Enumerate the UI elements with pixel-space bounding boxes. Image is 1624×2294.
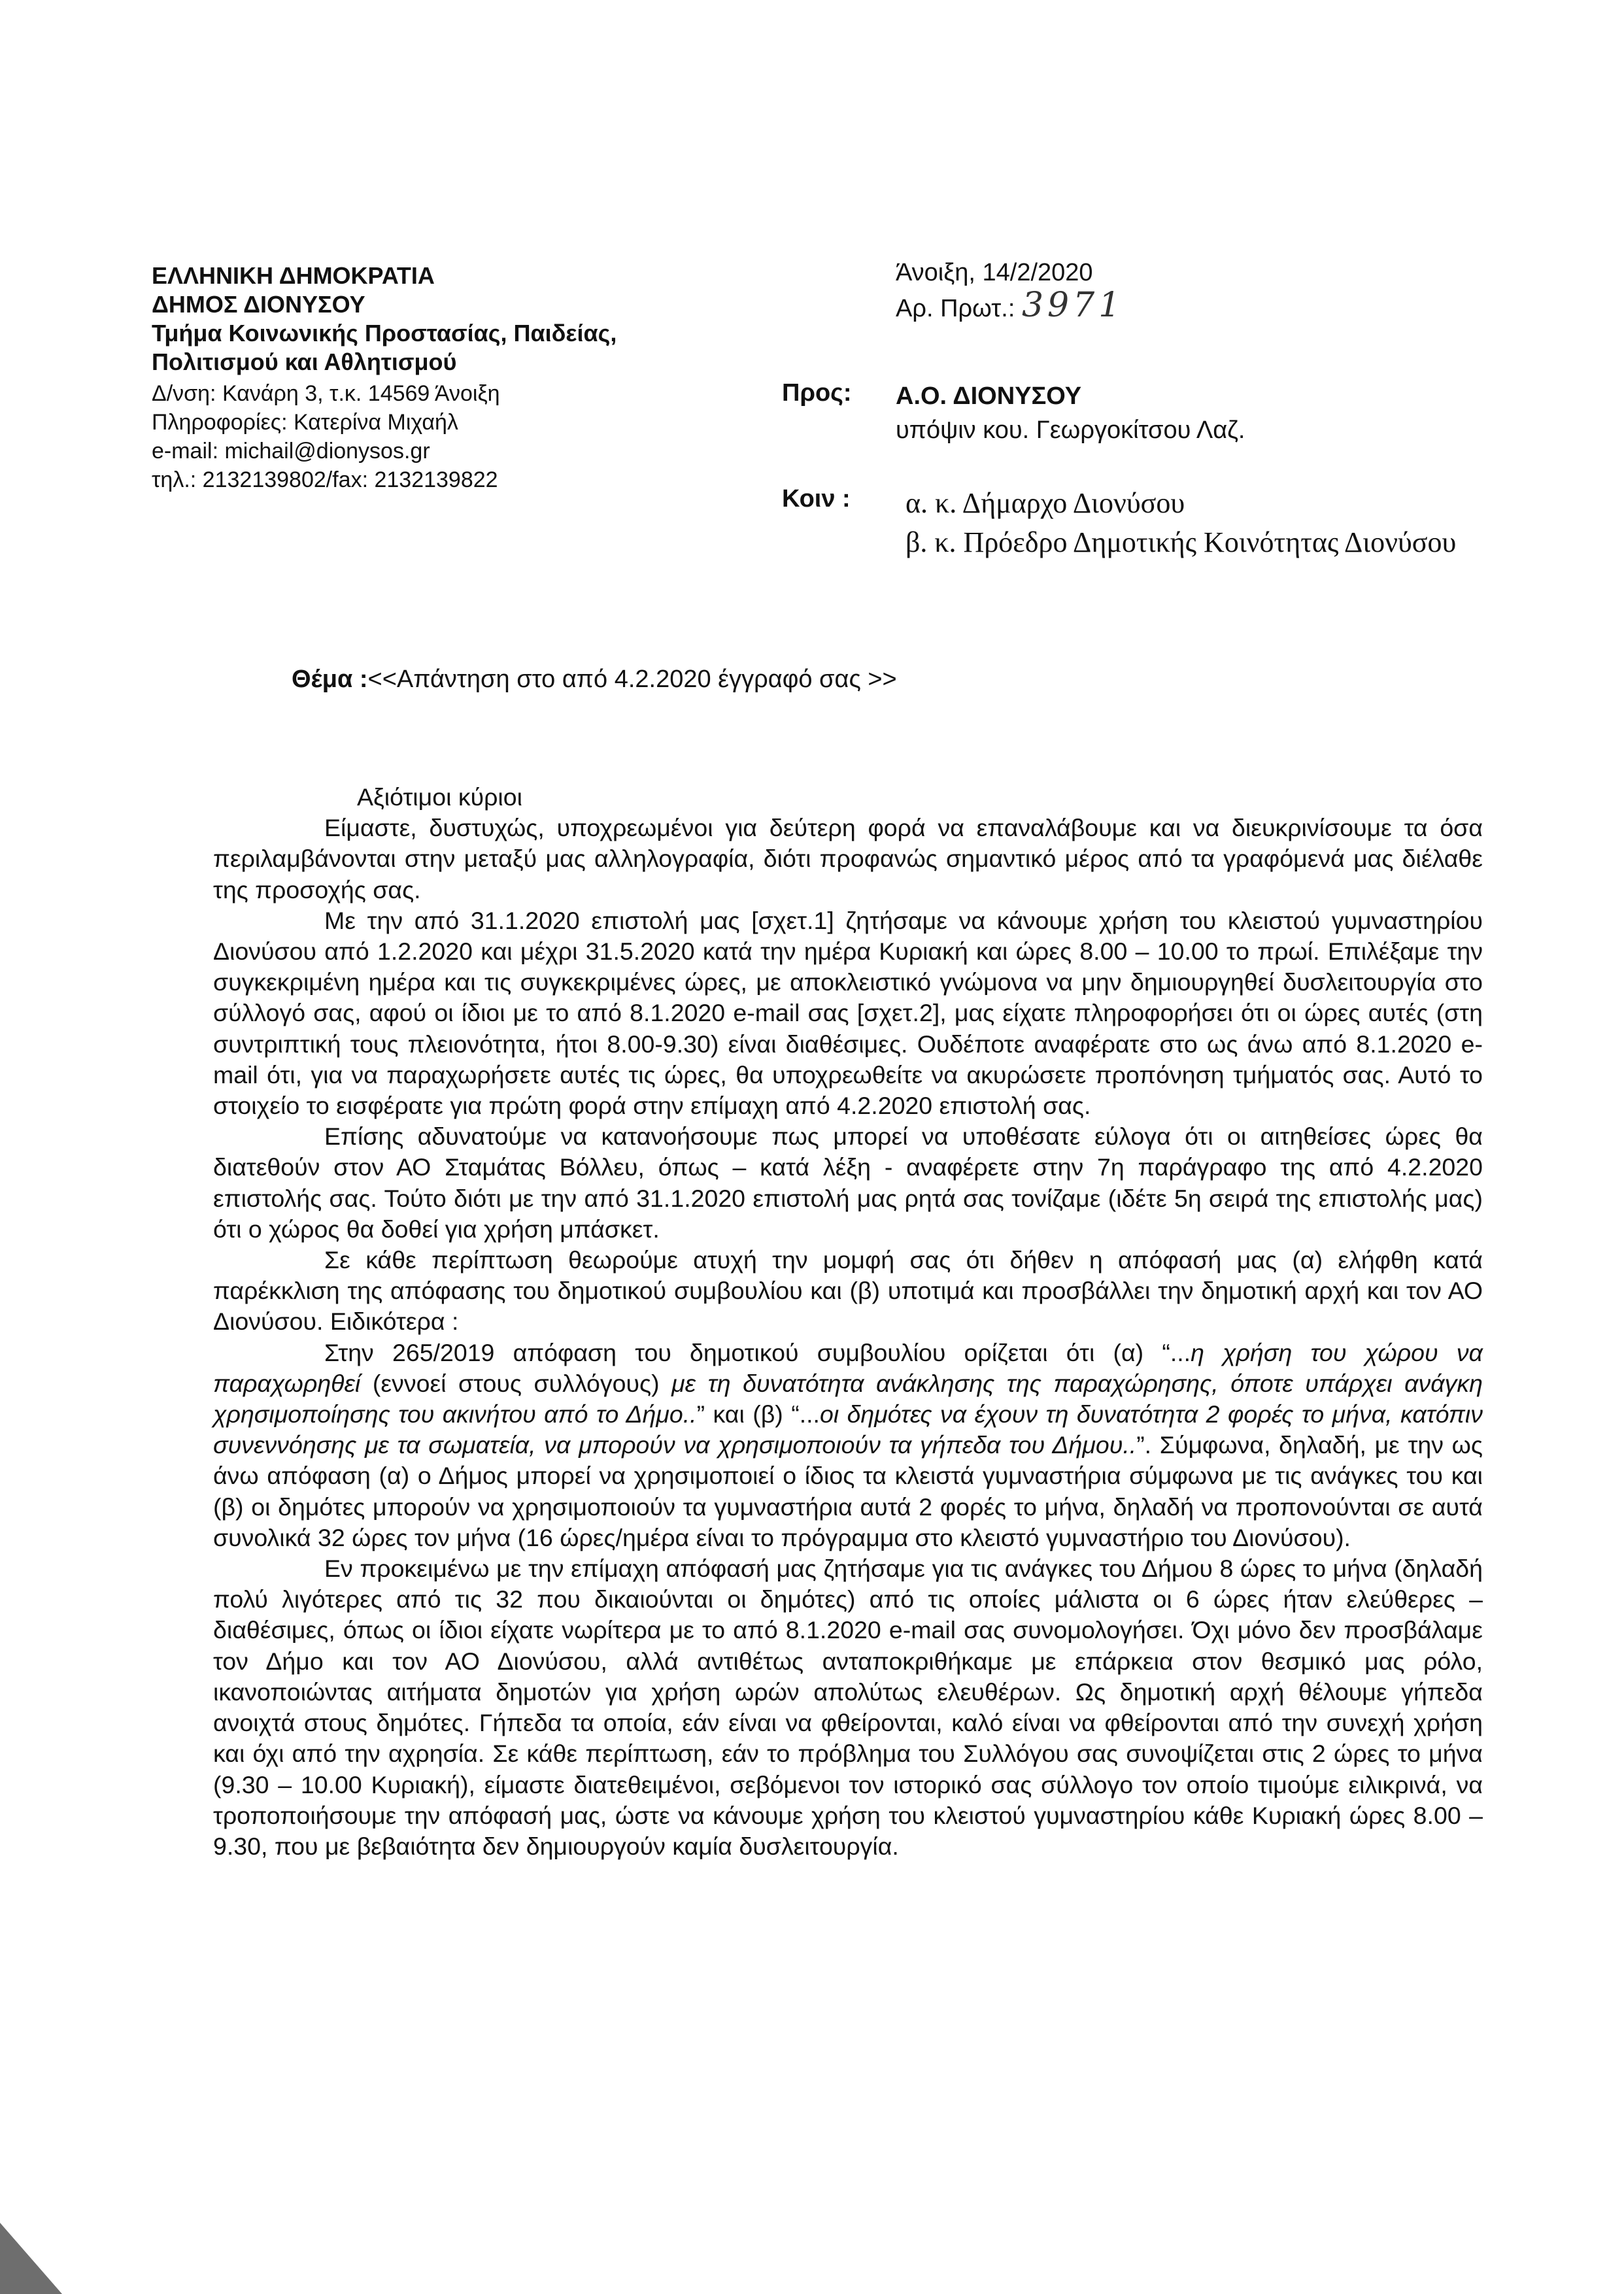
cc-block: [905, 484, 1599, 562]
paragraph-5: [213, 1338, 1483, 1553]
paragraph-6: Εν προκειμένω με την επίμαχη απόφασή μας ζητήσαμε για τις ανάγκες του Δήμου 8 ώρες το μήνα (δηλαδή πολύ λιγότερες από τις 32 που δικαιούνται οι δημότες) από τις οποίες μάλιστα οι 6 ώρες ήταν ελεύθερες – διαθέσιμες, όπως οι ίδιοι είχατε νωρίτερα με το από 8.1.2020 e-mail σας συνομολογήσει. Όχι μόνο δεν προσβάλαμε τον Δήμο και τον ΑΟ Διονύσου, αλλά αντιθέτως ανταποκριθήκαμε με επάρκεια στον θεσμικό μας ρόλο, ικανοποιώντας αιτήματα δημοτών για χρήση ωρών απολύτως ελευθέρων. Ως δημοτική αρχή θέλουμε γήπεδα ανοιχτά στους δημότες. Γήπεδα τα οποία, εάν είναι να φθείρονται, καλό είναι να φθείρονται από την συνεχή χρήση και όχι από την αχρησία. Σε κάθε περίπτωση, εάν το πρόβλημα του Συλλόγου σας συνοψίζεται στις 2 ώρες το μήνα (9.30 – 10.00 Κυριακή), είμαστε διατεθειμένοι, σεβόμενοι τον ιστορικό σας σύλλογο τον οποίο τιμούμε ειλικρινά, να τροποποιήσουμε την απόφασή μας, ώστε να κάνουμε χρήση του κλειστού γυμναστηρίου κάθε Κυριακή ώρες 8.00 – 9.30, που με βεβαιότητα δεν δημιουργούν καμία δυσλειτουργία.: [213, 1555, 1483, 1860]
protocol-label: Αρ. Πρωτ.:: [896, 295, 1015, 322]
sender-info: Πληροφορίες: Κατερίνα Μιχαήλ: [152, 410, 458, 435]
protocol-line: [896, 286, 1353, 325]
salutation: Αξιότιμοι κύριοι: [357, 783, 522, 811]
sender-phone: τηλ.: 2132139802/fax: 2132139822: [152, 467, 498, 492]
protocol-number: 3971: [1021, 286, 1125, 325]
sender-department: Τμήμα Κοινωνικής Προστασίας, Παιδείας,: [152, 320, 617, 346]
subject-line: [292, 666, 897, 694]
subject-label: Θέμα :: [292, 666, 368, 693]
sender-block: [152, 261, 740, 494]
recipient-block: [896, 379, 1549, 447]
p5-part-g: ”. Σύμφωνα, δηλαδή, με την ως άνω απόφαση (α) ο Δήμος μπορεί να χρησιμοποιεί ο ίδιος τα κλειστά γυμναστήρια σύμφωνα με τις ανάγκες του και (β) οι δημότες μπορούν να χρησιμοποιούν τα γυμναστήρια αυτά 2 φορές το μήνα, δηλαδή να προπονούνται σε αυτά συνολικά 32 ώρες τον μήνα (16 ώρες/ημέρα είναι το πρόγραμμα στο κλειστό γυμναστήριο του Διονύσου).: [213, 1431, 1483, 1551]
p5-part-e: ” και (β) “...: [696, 1400, 820, 1428]
p5-quote-3: οι δημότες να έχουν τη δυνατότητα 2 φορές το μήνα, κατόπιν συνεννόησης με τα σωματεία, να μπορούν να χρησιμοποιούν τα γήπεδα του Δήμου..: [213, 1400, 1483, 1459]
sender-country: ΕΛΛΗΝΙΚΗ ΔΗΜΟΚΡΑΤΙΑ: [152, 262, 435, 289]
p5-quote-2: με τη δυνατότητα ανάκλησης της παραχώρησης, όποτε υπάρχει ανάγκη χρησιμοποίησης του ακινήτου από το Δήμο..: [213, 1369, 1483, 1428]
subject-text: <<Απάντηση στο από 4.2.2020 έγγραφό σας >>: [367, 666, 897, 693]
recipient-attn: υπόψιν κου. Γεωργοκίτσου Λαζ.: [896, 416, 1245, 444]
letter-body: [213, 782, 1483, 1862]
cc-line-1: α. κ. Δήμαρχο Διονύσου: [905, 487, 1185, 519]
cc-label: Κοιν :: [782, 485, 851, 513]
recipient-label: Προς:: [782, 379, 852, 407]
paragraph-3: Επίσης αδυνατούμε να κατανοήσουμε πως μπορεί να υποθέσατε εύλογα ότι οι αιτηθείσες ώρες θα διατεθούν στον ΑΟ Σταμάτας Βόλλευ, όπως – κατά λέξη - αναφέρετε στην 7η παράγραφο της από 4.2.2020 επιστολής σας. Τούτο διότι με την από 31.1.2020 επιστολή μας ρητά σας τονίζαμε (ιδέτε 5η σειρά της επιστολής μας) ότι ο χώρος θα δοθεί για χρήση μπάσκετ.: [213, 1122, 1483, 1243]
p5-part-c: (εννοεί στους συλλόγους): [360, 1369, 672, 1397]
p5-part-a: Στην 265/2019 απόφαση του δημοτικού συμβουλίου ορίζεται ότι (α) “...: [324, 1338, 1191, 1366]
cc-line-2: β. κ. Πρόεδρο Δημοτικής Κοινότητας Διονύσου: [905, 526, 1457, 558]
paragraph-2: Με την από 31.1.2020 επιστολή μας [σχετ.1] ζητήσαμε να κάνουμε χρήση του κλειστού γυμναστηρίου Διονύσου από 1.2.2020 και μέχρι 31.5.2020 κατά την ημέρα Κυριακή και ώρες 8.00 – 10.00 το πρωί. Επιλέξαμε την συγκεκριμένη ημέρα και τις συγκεκριμένες ώρες, με αποκλειστικό γνώμονα να μην δημιουργηθεί δυσλειτουργία στο σύλλογό σας, αφού οι ίδιοι με το από 8.1.2020 e-mail σας [σχετ.2], μας είχατε πληροφορήσει ότι οι ώρες αυτές (στη συντριπτική τους πλειονότητα, ήτοι 8.00-9.30) είναι διαθέσιμες. Ουδέποτε αναφέρατε στο ως άνω από 8.1.2020 e-mail ότι, για να παραχωρήσετε αυτές τις ώρες, θα υποχρεωθείτε να ακυρώσετε προπόνηση τμήματός σας. Αυτό το στοιχείο το εισφέρατε για πρώτη φορά στην επίμαχη από 4.2.2020 επιστολή σας.: [213, 906, 1483, 1120]
paragraph-4: Σε κάθε περίπτωση θεωρούμε ατυχή την μομφή σας ότι δήθεν η απόφασή μας (α) ελήφθη κατά παρέκκλιση της απόφασης του δημοτικού συμβουλίου και (β) υποτιμά και προσβάλλει την δημοτική αρχή και τον ΑΟ Διονύσου. Ειδικότερα :: [213, 1246, 1483, 1336]
sender-email: e-mail: michail@dionysos.gr: [152, 439, 430, 464]
paragraph-1: Είμαστε, δυστυχώς, υποχρεωμένοι για δεύτερη φορά να επαναλάβουμε και να διευκρινίσουμε τα όσα περιλαμβάνονται στην μεταξύ μας αλληλογραφία, διότι προφανώς σημαντικό μέρος από τα γραφόμενά μας διέλαθε της προσοχής σας.: [213, 814, 1483, 903]
sender-municipality: ΔΗΜΟΣ ΔΙΟΝΥΣΟΥ: [152, 291, 365, 318]
sender-department-cont: Πολιτισμού και Αθλητισμού: [152, 348, 457, 375]
recipient-name: Α.Ο. ΔΙΟΝΥΣΟΥ: [896, 382, 1082, 410]
p5-quote-1: η χρήση του χώρου να παραχωρηθεί: [213, 1338, 1483, 1397]
date-block: [896, 256, 1353, 325]
scan-corner-mark: [0, 2223, 78, 2294]
letter-date: Άνοιξη, 14/2/2020: [896, 259, 1093, 286]
sender-address: Δ/νση: Κανάρη 3, τ.κ. 14569 Άνοιξη: [152, 381, 500, 406]
